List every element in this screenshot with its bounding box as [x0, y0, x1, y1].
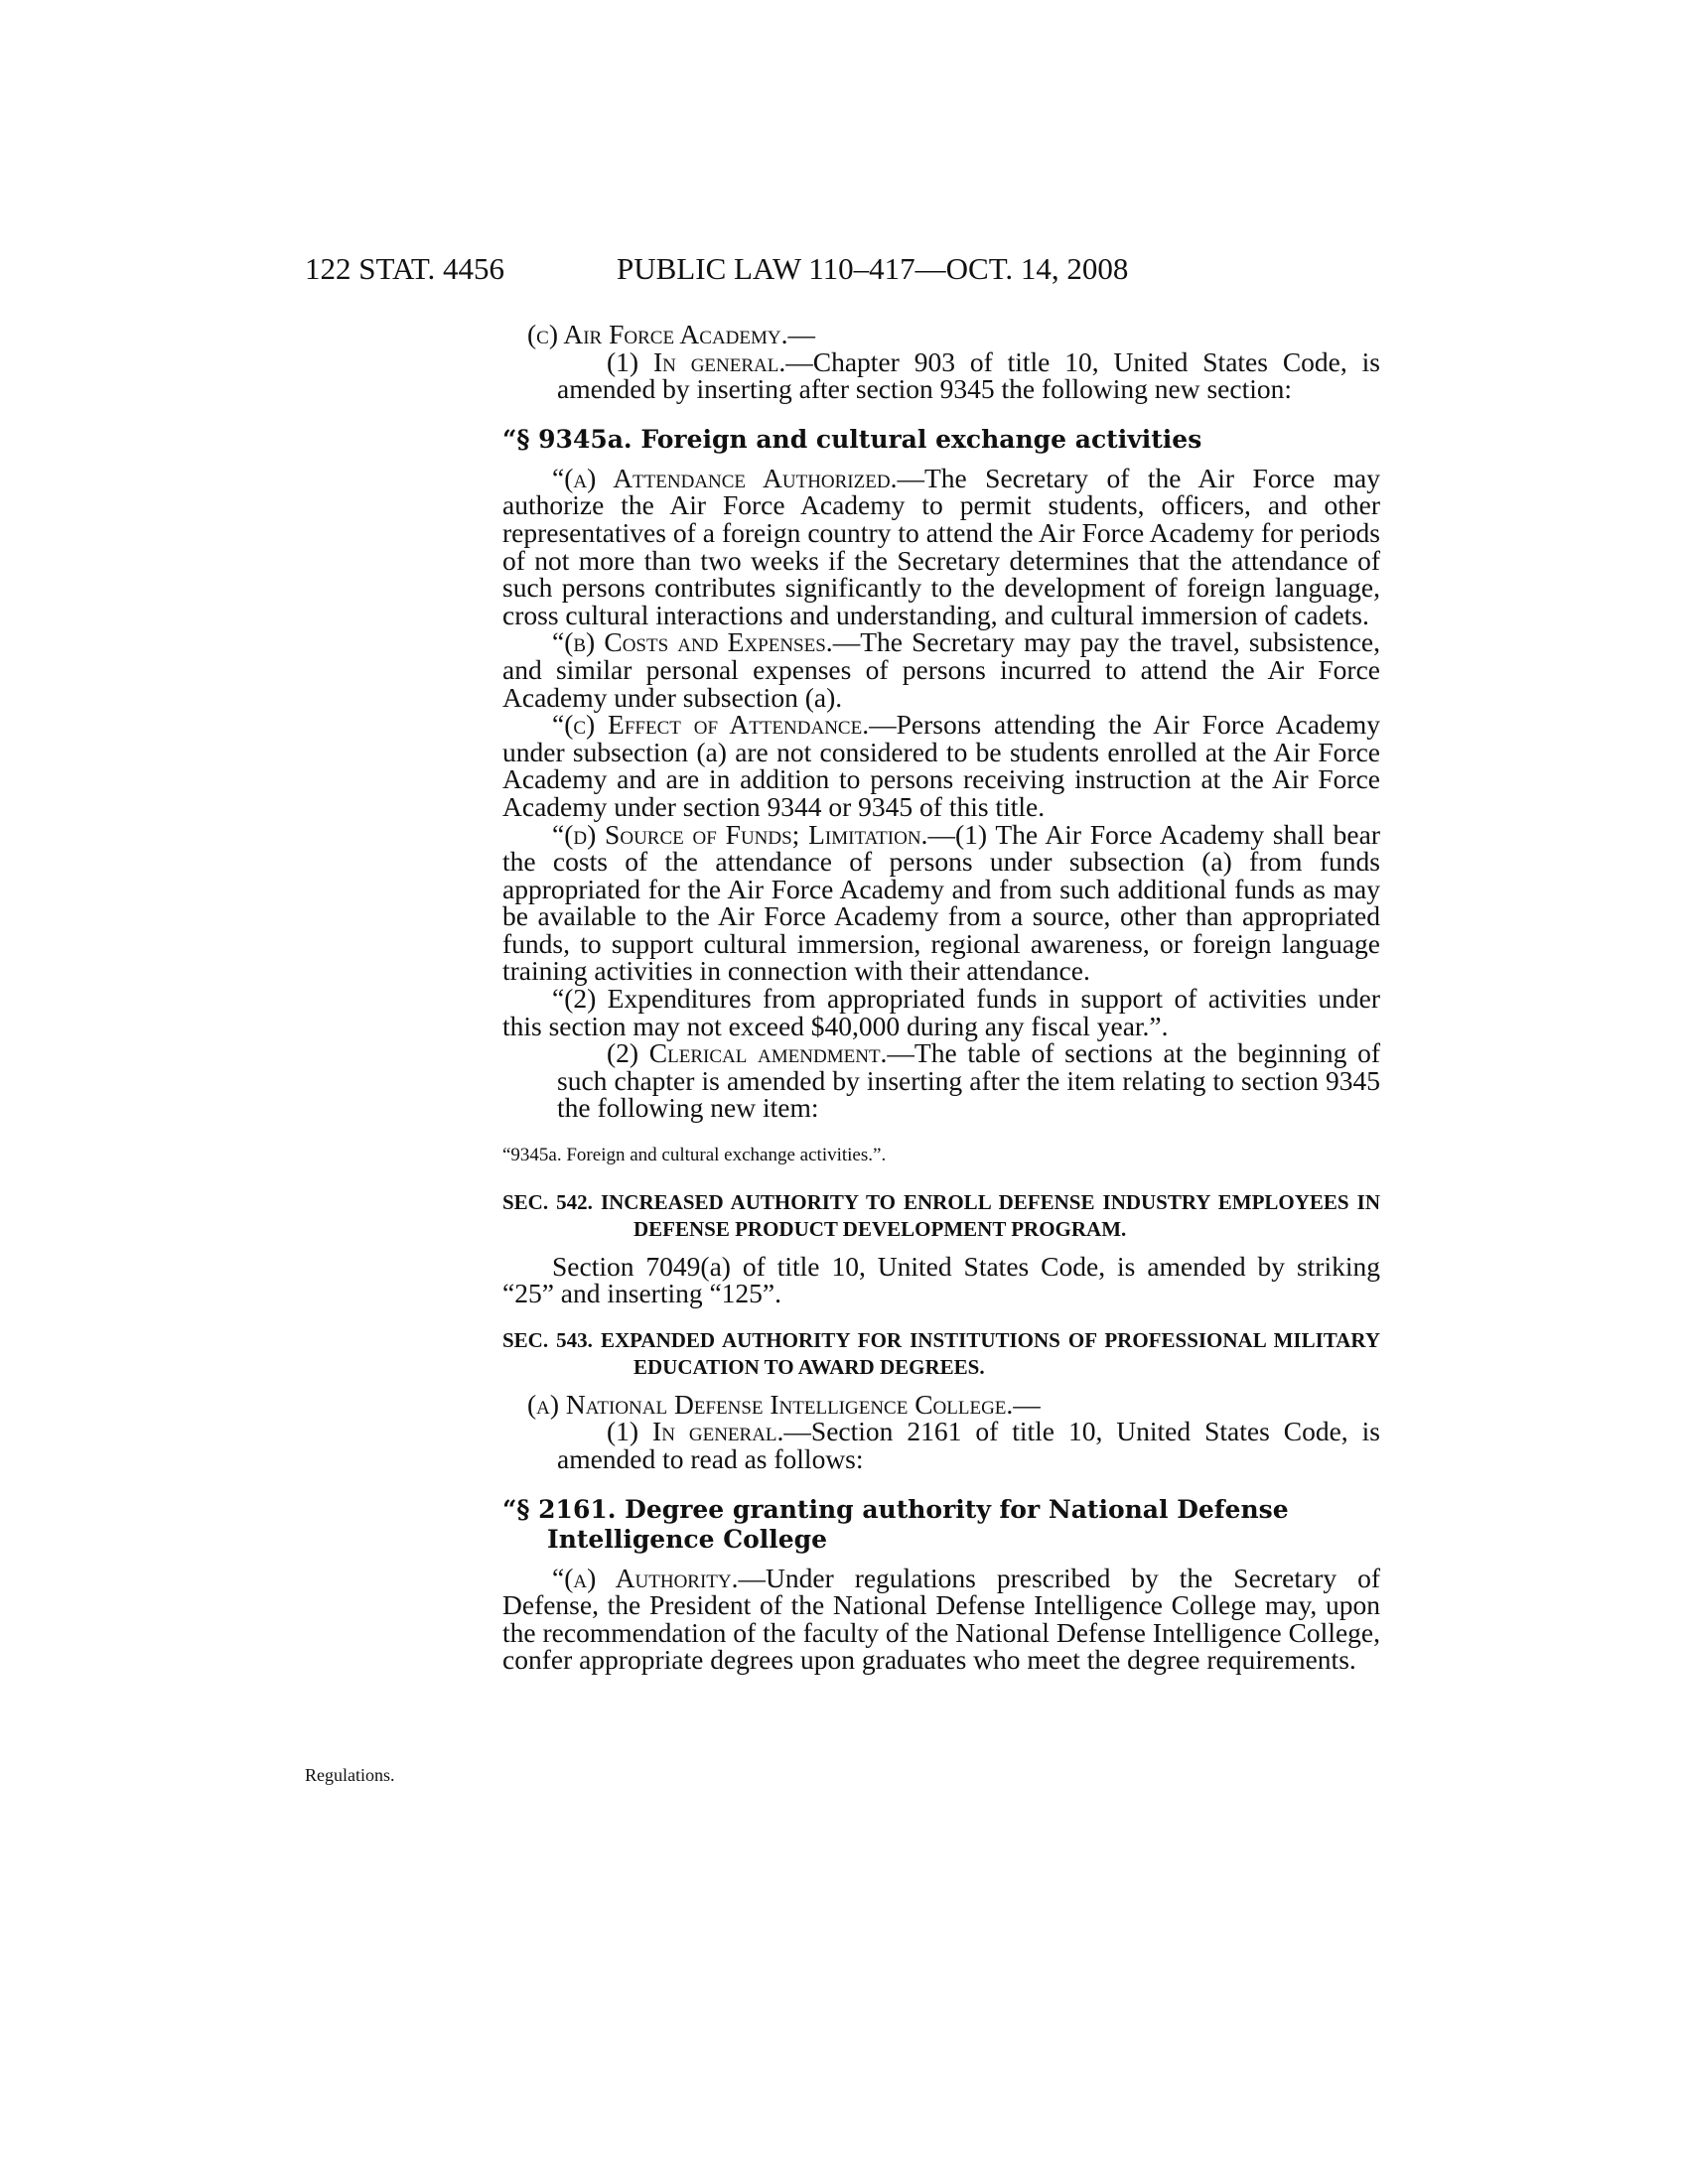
paragraph-d2: “(2) Expenditures from appropriated funds in support of activities under this section may not exceed $40,000 during any fiscal year.”.	[502, 983, 1380, 1041]
paragraph-d-text: —(1) The Air Force Academy shall bear the costs of the attendance of persons under subsection (a) from funds appropriated for the Air Force Academy and from such additional funds as may be available to the Air Force Academy from a source, other than appropriated funds, to support cultural immersion, regional awareness, or foreign language training activities in connection with their attendance.	[502, 818, 1380, 987]
statute-page-reference: 122 STAT. 4456	[305, 251, 505, 286]
paragraph-c2	[502, 1039, 1380, 1122]
subsection-c-heading: (c) Air Force Academy.—	[527, 319, 815, 349]
paragraph-a	[502, 462, 1380, 630]
page-header	[0, 251, 1688, 291]
section-543-a-heading: (a) National Defense Intelligence College.—	[527, 1388, 1041, 1420]
section-543-a1-label: (1) In general.	[607, 1416, 784, 1447]
margin-note: Regulations.	[305, 1765, 395, 1785]
section-543-a1-text: —Section 2161 of title 10, United States Code, is amended to read as follows:	[557, 1416, 1380, 1474]
paragraph-b-text: —The Secretary may pay the travel, subsistence, and similar personal expenses of persons incurred to attend the Air Force Academy under subsection (a).	[502, 626, 1380, 713]
paragraph-d-label: “(d) Source of Funds; Limitation.	[552, 818, 928, 850]
section-2161-a-label: “(a) Authority.	[552, 1562, 739, 1593]
body-text	[502, 321, 1380, 1674]
section-2161-a-text: —Under regulations prescribed by the Secretary of Defense, the President of the National Defense Intelligence College may, upon the recommendation of the faculty of the National Defense Intelligence College, confer appropriate degrees upon graduates who meet the degree requirements.	[502, 1562, 1380, 1676]
paragraph-d	[502, 818, 1380, 987]
section-542-heading: SEC. 542. INCREASED AUTHORITY TO ENROLL DEFENSE INDUSTRY EMPLOYEES IN DEFENSE PRODUCT DEVELOPMENT PROGRAM.	[502, 1189, 1380, 1241]
paragraph-c2-label: (2) Clerical amendment.	[607, 1037, 888, 1069]
paragraph-a-text: —The Secretary of the Air Force may authorize the Air Force Academy to permit students, officers, and other representatives of a foreign country to attend the Air Force Academy for periods of not more than two weeks if the Secretary determines that the attendance of such persons contributes significantly to the development of foreign language, cross cultural interactions and understanding, and cultural immersion of cadets.	[502, 462, 1380, 630]
paragraph-a-label: “(a) Attendance Authorized.	[552, 462, 898, 493]
paragraph-c1	[502, 345, 1380, 405]
section-2161-heading: “§ 2161. Degree granting authority for National Defense Intelligence College	[502, 1494, 1289, 1554]
paragraph-c-text: —Persons attending the Air Force Academy under subsection (a) are not considered to be students enrolled at the Air Force Academy and are in addition to persons receiving instruction at the Air Force Academy under section 9344 or 9345 of this title.	[502, 709, 1380, 822]
paragraph-c	[502, 711, 1380, 820]
paragraph-c1-label: (1) In general.	[607, 345, 786, 377]
section-542-text: Section 7049(a) of title 10, United States Code, is amended by striking “25” and inserting “125”.	[502, 1250, 1380, 1309]
paragraph-c-label: “(c) Effect of Attendance.	[552, 709, 870, 741]
section-9345a-heading: “§ 9345a. Foreign and cultural exchange activities	[502, 424, 1202, 454]
running-head: PUBLIC LAW 110–417—OCT. 14, 2008	[617, 251, 1129, 286]
paragraph-c2-text: —The table of sections at the beginning of such chapter is amended by inserting after the item relating to section 9345 the following new item:	[557, 1037, 1380, 1124]
paragraph-b	[502, 628, 1380, 711]
section-543-a1	[502, 1418, 1380, 1472]
paragraph-b-label: “(b) Costs and Expenses.	[552, 626, 833, 658]
section-2161-a	[502, 1562, 1380, 1676]
table-of-sections-item: “9345a. Foreign and cultural exchange activities.”.	[502, 1145, 887, 1166]
section-543-heading: SEC. 543. EXPANDED AUTHORITY FOR INSTITUTIONS OF PROFESSIONAL MILITARY EDUCATION TO AWARD DEGREES.	[502, 1327, 1380, 1379]
paragraph-c1-text: —Chapter 903 of title 10, United States Code, is amended by inserting after section 9345 the following new section:	[557, 345, 1380, 405]
